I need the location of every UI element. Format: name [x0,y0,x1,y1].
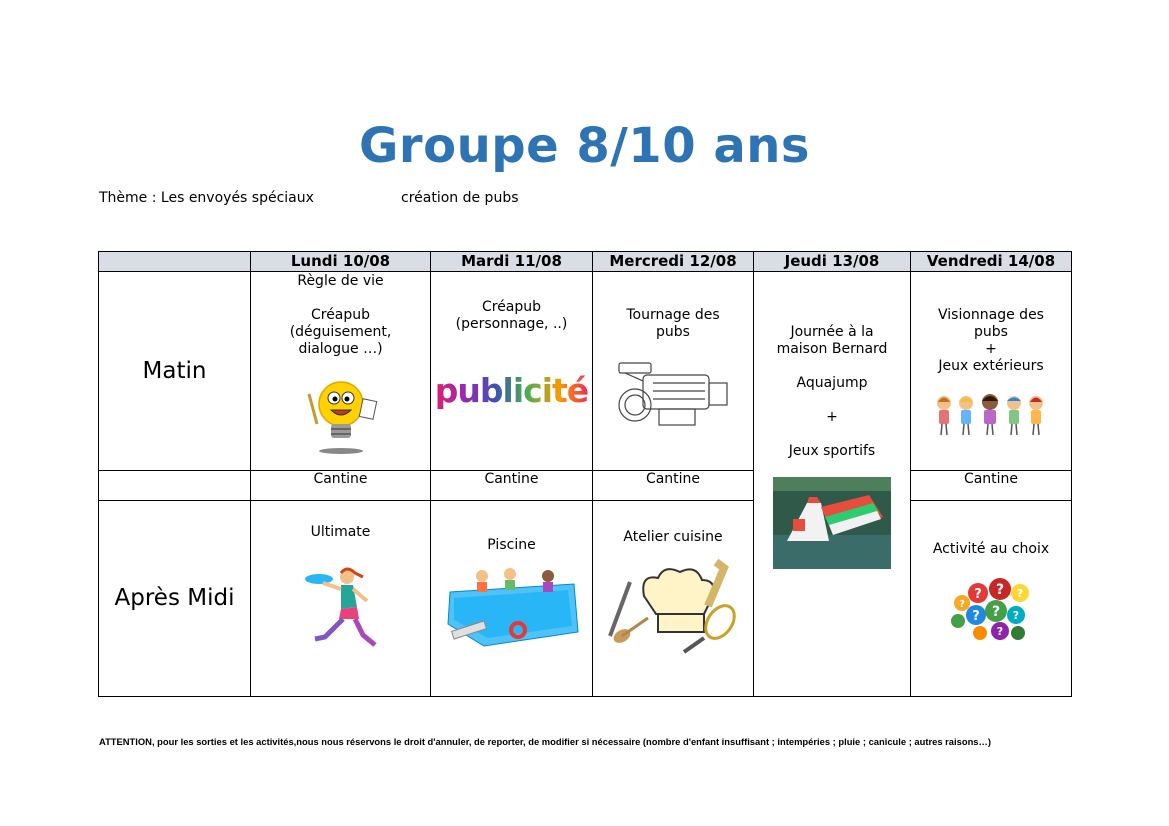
row-label-lunch [99,471,251,501]
svg-text:?: ? [991,604,1001,620]
text-line: Créapub [310,307,371,323]
text-line: Tournage des [626,307,720,323]
aquajump-photo [773,477,891,569]
page-title: Groupe 8/10 ans [359,118,810,174]
lunch-row [99,471,1072,501]
cantine-mercredi: Cantine [593,471,754,501]
header-row [99,252,1072,272]
video-camera-icon [613,361,733,433]
svg-text:?: ? [1012,609,1020,622]
text-line: maison Bernard [776,341,888,357]
svg-text:?: ? [996,625,1004,638]
afternoon-row [99,501,1072,697]
text-line: Créapub [481,299,542,315]
ultimate-player-icon [301,567,381,649]
text-line: Jeux extérieurs [938,358,1044,374]
text-line: Activité au choix [932,541,1050,557]
schedule-table [98,251,1072,697]
text-line: Atelier cuisine [623,529,723,545]
row-label-morning: Matin [99,272,251,471]
svg-text:?: ? [995,582,1005,598]
cell-mardi-afternoon [431,501,593,697]
footer-disclaimer: ATTENTION, pour les sorties et les activités,nous nous réservons le droit d'annuler, de reporter, de modifier si nécessaire (nombre d'enfant insuffisant ; intempéries ; pluie ; canicule ; autres raisons…) [99,736,992,747]
text-line: dialogue …) [298,341,383,357]
text-line: Journée à la [790,324,874,340]
text-line: (déguisement, [289,324,392,340]
text-line: Ultimate [310,524,371,540]
cell-lundi-morning [251,272,431,471]
text-line: Jeux sportifs [788,443,876,459]
lightbulb-mascot-icon [301,374,381,454]
day-header-vendredi: Vendredi 14/08 [911,252,1072,272]
text-line: Piscine [487,537,536,553]
theme-subtitle: création de pubs [401,190,519,206]
cantine-mardi: Cantine [431,471,593,501]
day-header-lundi: Lundi 10/08 [251,252,431,272]
text-line: pubs [974,324,1008,340]
text-line: + [985,341,997,357]
day-header-jeudi: Jeudi 13/08 [754,252,911,272]
text-line: + [826,409,838,425]
question-marks-icon [948,575,1034,641]
cell-jeudi [754,272,911,697]
svg-text:?: ? [974,587,982,602]
header-empty [99,252,251,272]
cell-mercredi-afternoon [593,501,754,697]
cell-mardi-morning [431,272,593,471]
text-line: Aquajump [796,375,868,391]
cell-lundi-afternoon [251,501,431,697]
cell-vendredi-afternoon [911,501,1072,697]
swimming-pool-icon [444,564,580,656]
day-header-mardi: Mardi 11/08 [431,252,593,272]
publicite-logo: publicité [431,373,592,409]
row-label-afternoon: Après Midi [99,501,251,697]
theme-label: Thème : Les envoyés spéciaux [99,190,314,206]
svg-text:?: ? [972,609,980,624]
cell-vendredi-morning [911,272,1072,471]
cantine-lundi: Cantine [251,471,431,501]
cell-mercredi-morning [593,272,754,471]
text-line: (personnage, ..) [455,316,568,332]
day-header-mercredi: Mercredi 12/08 [593,252,754,272]
text-line: Règle de vie [297,273,384,289]
svg-text:?: ? [959,599,965,610]
children-playing-icon [934,393,1049,437]
morning-row [99,272,1072,471]
text-line: Visionnage des [938,307,1044,323]
svg-text:?: ? [1016,587,1024,600]
chef-hat-utensils-icon [608,558,738,654]
cantine-vendredi: Cantine [911,471,1072,501]
text-line: pubs [656,324,690,340]
